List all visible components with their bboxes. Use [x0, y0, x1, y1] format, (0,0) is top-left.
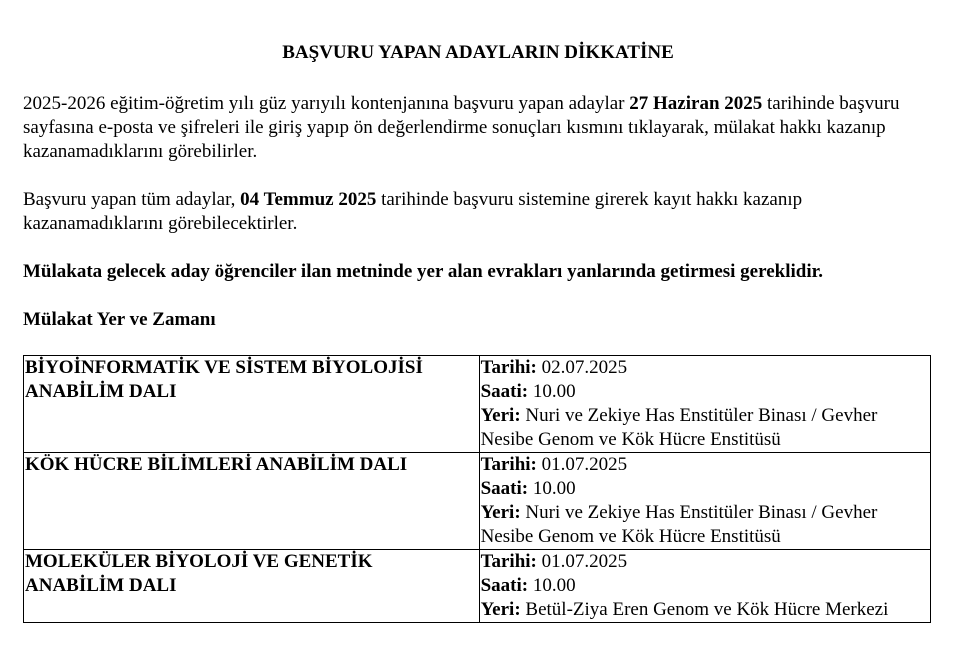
date-line — [481, 453, 929, 477]
place-label: Yeri: — [480, 599, 521, 620]
time-line — [481, 477, 929, 501]
department-name: ANABİLİM DALI — [25, 575, 177, 596]
department-cell — [24, 453, 480, 550]
date-line — [481, 356, 929, 380]
department-name: MOLEKÜLER BİYOLOJİ VE GENETİK — [25, 551, 373, 572]
date-label: Tarihi: — [480, 454, 537, 475]
registration-paragraph — [23, 188, 928, 236]
schedule-cell — [479, 550, 930, 623]
results-date: 27 Haziran 2025 — [629, 93, 763, 114]
time-label: Saati: — [480, 381, 529, 402]
table-row — [24, 550, 931, 623]
place-value: Nuri ve Zekiye Has Enstitüler Binası / Gevher Nesibe Genom ve Kök Hücre Enstitüsü — [480, 502, 878, 547]
place-line — [481, 404, 929, 452]
registration-date: 04 Temmuz 2025 — [240, 189, 377, 210]
documents-notice: Mülakata gelecek aday öğrenciler ilan metninde yer alan evrakları yanlarında getirmesi gereklidir. — [23, 261, 824, 282]
department-name: ANABİLİM DALI — [25, 381, 177, 402]
text-segment: tarihinde başvuru sistemine girerek kayıt hakkı kazanıp kazanamadıklarını görebilecektirler. — [23, 189, 803, 234]
place-line — [481, 501, 929, 549]
date-label: Tarihi: — [480, 357, 537, 378]
time-value: 10.00 — [528, 478, 576, 499]
date-label: Tarihi: — [480, 551, 537, 572]
page-title: BAŞVURU YAPAN ADAYLARIN DİKKATİNE — [282, 42, 674, 63]
interview-schedule-table — [23, 355, 931, 623]
place-label: Yeri: — [480, 502, 521, 523]
time-line — [481, 574, 929, 598]
date-value: 01.07.2025 — [536, 454, 628, 475]
department-cell — [24, 356, 480, 453]
section-title: Mülakat Yer ve Zamanı — [23, 309, 216, 330]
place-line — [481, 598, 929, 622]
place-value: Betül-Ziya Eren Genom ve Kök Hücre Merkezi — [520, 599, 889, 620]
department-cell — [24, 550, 480, 623]
time-value: 10.00 — [528, 575, 576, 596]
place-value: Nuri ve Zekiye Has Enstitüler Binası / Gevher Nesibe Genom ve Kök Hücre Enstitüsü — [480, 405, 878, 450]
time-label: Saati: — [480, 478, 529, 499]
department-name: BİYOİNFORMATİK VE SİSTEM BİYOLOJİSİ — [25, 357, 423, 378]
date-line — [481, 550, 929, 574]
date-value: 01.07.2025 — [536, 551, 628, 572]
schedule-cell — [479, 356, 930, 453]
text-segment: Başvuru yapan tüm adaylar, — [23, 189, 241, 210]
text-segment: 2025-2026 eğitim-öğretim yılı güz yarıyılı kontenjanına başvuru yapan adaylar — [23, 93, 630, 114]
time-label: Saati: — [480, 575, 529, 596]
text-segment: tarihinde başvuru sayfasına e-posta ve şifreleri ile giriş yapıp ön değerlendirme sonuçları kısmını tıklayarak, mülakat hakkı kazanıp kazanamadıklarını görebilirler. — [23, 93, 900, 162]
date-value: 02.07.2025 — [536, 357, 628, 378]
department-name: KÖK HÜCRE BİLİMLERİ ANABİLİM DALI — [25, 454, 408, 475]
place-label: Yeri: — [480, 405, 521, 426]
results-paragraph — [23, 92, 928, 164]
table-row — [24, 356, 931, 453]
time-line — [481, 380, 929, 404]
table-row — [24, 453, 931, 550]
schedule-cell — [479, 453, 930, 550]
time-value: 10.00 — [528, 381, 576, 402]
